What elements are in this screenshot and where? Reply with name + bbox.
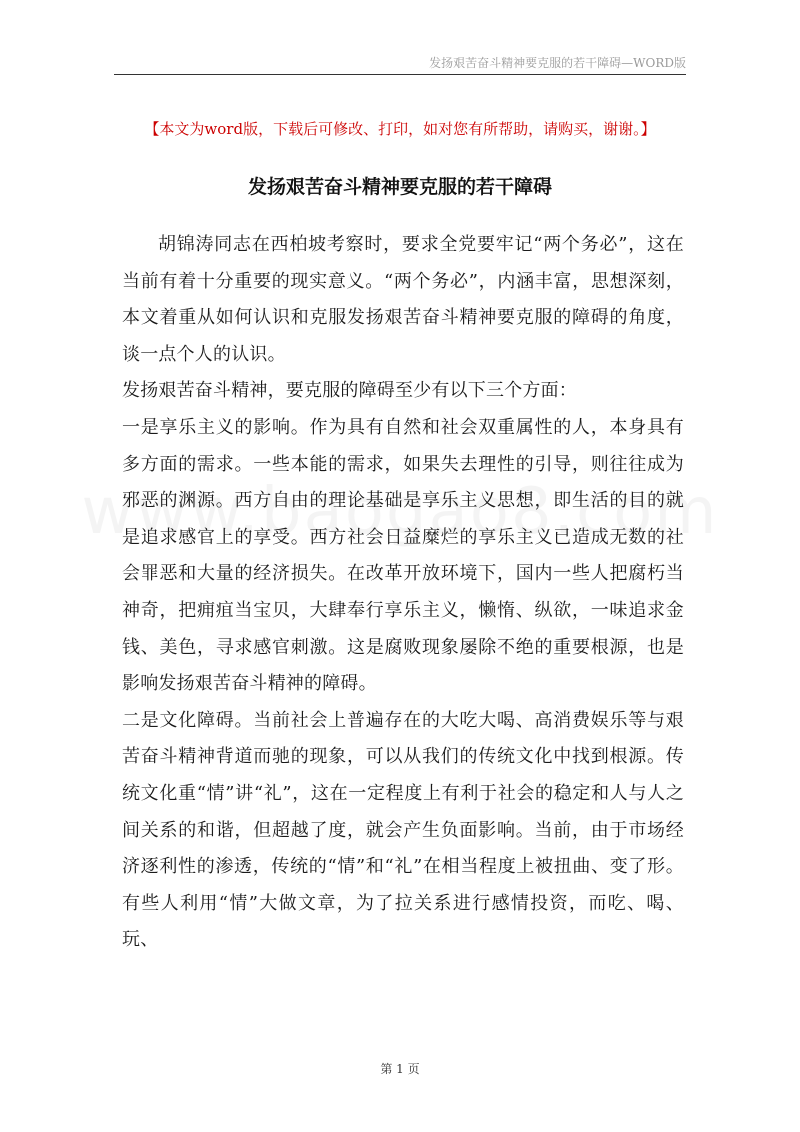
header-divider <box>114 74 686 75</box>
paragraph-intro: 胡锦涛同志在西柏坡考察时，要求全党要牢记“两个务必”，这在当前有着十分重要的现实意义。“两个务必”，内涵丰富，思想深刻，本文着重从如何认识和克服发扬艰苦奋斗精神要克服的障碍的角度，谈一点个人的认识。 <box>122 234 684 365</box>
paragraph-point-two: 二是文化障碍。当前社会上普遍存在的大吃大喝、高消费娱乐等与艰苦奋斗精神背道而驰的现象，可以从我们的传统文化中找到根源。传统文化重“情”讲“礼”，这在一定程度上有利于社会的稳定和人与人之间关系的和谐，但超越了度，就会产生负面影响。当前，由于市场经济逐利性的渗透，传统的“情”和“礼”在相当程度上被扭曲、变了形。有些人利用“情”大做文章，为了拉关系进行感情投资，而吃、喝、玩、 <box>122 709 684 951</box>
page-number: 第 1 页 <box>380 1062 420 1076</box>
download-notice: 【本文为word版，下载后可修改、打印，如对您有所帮助，请购买，谢谢。】 <box>144 120 656 138</box>
paragraph-point-one: 一是享乐主义的影响。作为具有自然和社会双重属性的人，本身具有多方面的需求。一些本能的需求，如果失去理性的引导，则往往成为邪恶的渊源。西方自由的理论基础是享乐主义思想，即生活的目的就是追求感官上的享受。西方社会日益糜烂的享乐主义已造成无数的社会罪恶和大量的经济损失。在改革开放环境下，国内一些人把腐朽当神奇，把痈疽当宝贝，大肆奉行享乐主义，懒惰、纵欲，一味追求金钱、美色，寻求感官刺激。这是腐败现象屡除不绝的重要根源，也是影响发扬艰苦奋斗精神的障碍。 <box>122 416 684 695</box>
document-body <box>122 227 684 959</box>
running-header: 发扬艰苦奋斗精神要克服的若干障碍—WORD版 <box>429 56 686 70</box>
document-title: 发扬艰苦奋斗精神要克服的若干障碍 <box>247 176 552 198</box>
paragraph-overview: 发扬艰苦奋斗精神，要克服的障碍至少有以下三个方面： <box>122 380 577 402</box>
